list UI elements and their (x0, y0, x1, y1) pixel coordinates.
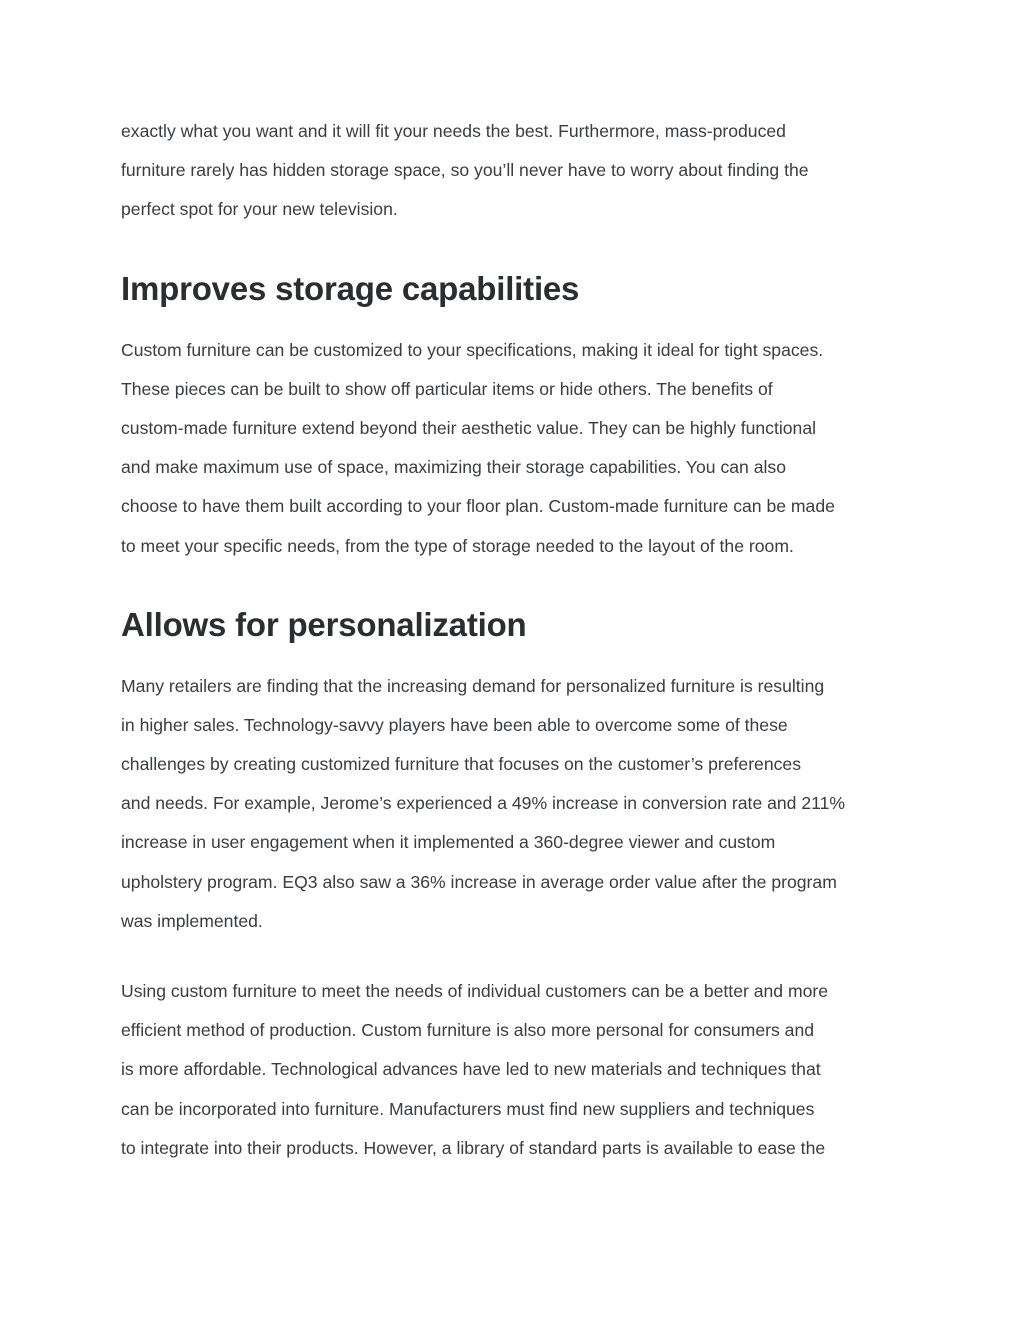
personalization-paragraph (121, 667, 911, 941)
paragraph-line: These pieces can be built to show off particular items or hide others. The benefits of (121, 378, 773, 399)
paragraph-line: and needs. For example, Jerome’s experienced a 49% increase in conversion rate and 211% (121, 793, 846, 814)
section-heading-personalization: Allows for personalization (121, 605, 527, 643)
paragraph-line: choose to have them built according to your floor plan. Custom-made furniture can be made (121, 496, 835, 517)
paragraph-line: to integrate into their products. However, a library of standard parts is available to ease the (121, 1137, 826, 1158)
paragraph-line: furniture rarely has hidden storage space, so you’ll never have to worry about finding the (121, 160, 809, 181)
paragraph-line: in higher sales. Technology-savvy players have been able to overcome some of these (121, 714, 788, 735)
paragraph-line: custom-made furniture extend beyond their aesthetic value. They can be highly functional (121, 417, 817, 438)
section-heading-storage: Improves storage capabilities (121, 269, 580, 307)
paragraph-line: Using custom furniture to meet the needs of individual customers can be a better and more (121, 981, 829, 1001)
document-page (121, 112, 911, 1168)
paragraph-line: is more affordable. Technological advances have led to new materials and techniques that (121, 1059, 821, 1080)
paragraph-line: to meet your specific needs, from the type of storage needed to the layout of the room. (121, 535, 794, 556)
paragraph-line: challenges by creating customized furniture that focuses on the customer’s preferences (121, 754, 802, 775)
storage-paragraph (121, 331, 911, 566)
paragraph-line: Custom furniture can be customized to your specifications, making it ideal for tight spaces. (121, 339, 824, 360)
paragraph-line: upholstery program. EQ3 also saw a 36% increase in average order value after the program (121, 871, 837, 892)
intro-paragraph (121, 112, 911, 230)
paragraph-line: Many retailers are finding that the increasing demand for personalized furniture is resulting (121, 675, 825, 696)
paragraph-line: exactly what you want and it will fit your needs the best. Furthermore, mass-produced (121, 121, 786, 141)
custom-furniture-paragraph (121, 972, 911, 1168)
paragraph-line: can be incorporated into furniture. Manufacturers must find new suppliers and techniques (121, 1098, 815, 1119)
paragraph-line: and make maximum use of space, maximizing their storage capabilities. You can also (121, 457, 786, 478)
paragraph-line: was implemented. (121, 910, 263, 931)
paragraph-line: increase in user engagement when it implemented a 360-degree viewer and custom (121, 832, 776, 853)
paragraph-line: perfect spot for your new television. (121, 199, 398, 220)
paragraph-line: efficient method of production. Custom furniture is also more personal for consumers and (121, 1020, 815, 1041)
